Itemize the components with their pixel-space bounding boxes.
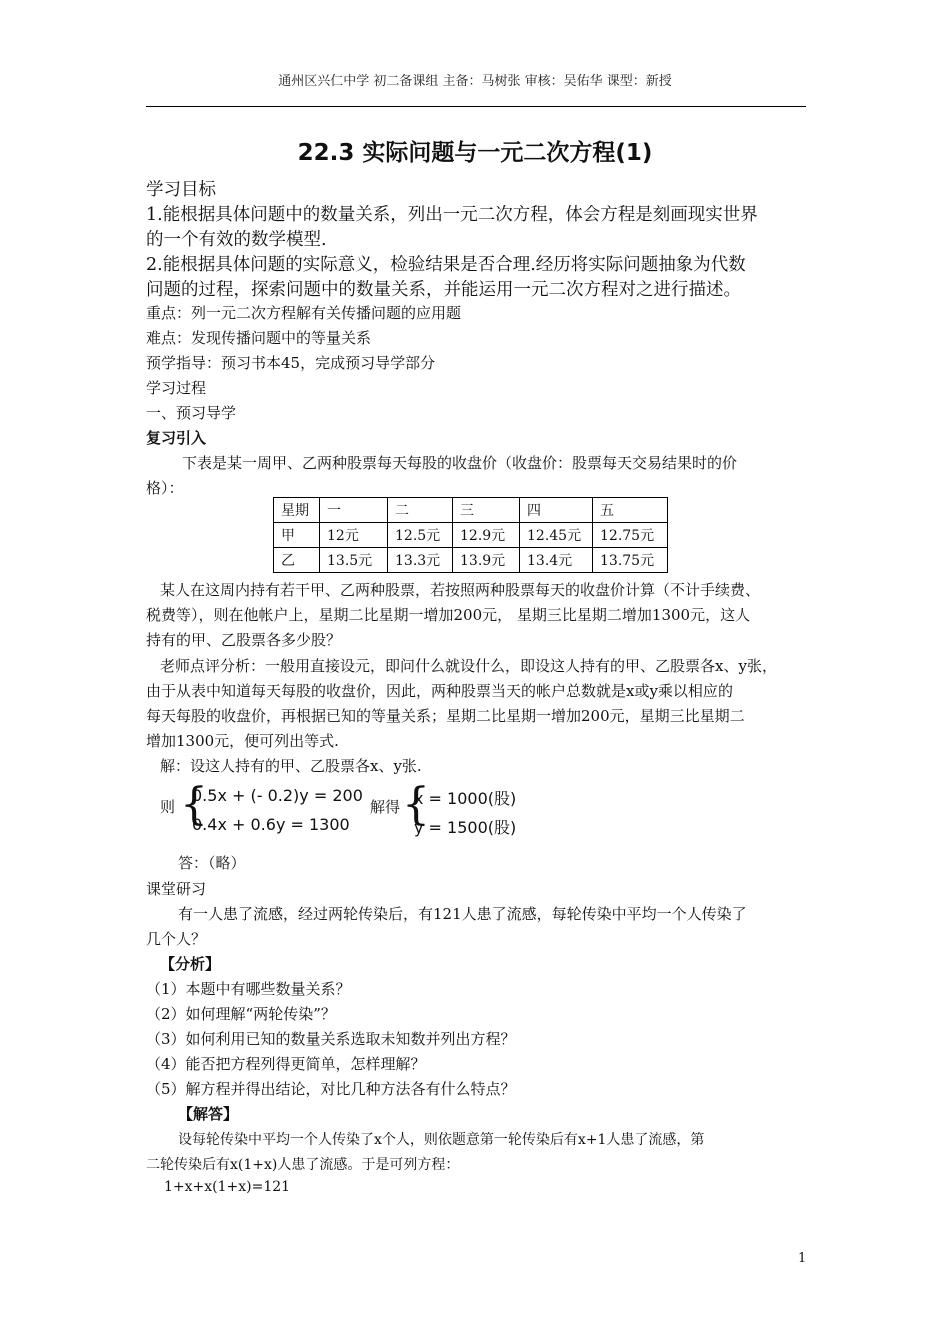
- problem-line-2: 税费等），则在他帐户上，星期二比星期一增加200元， 星期三比星期二增加1300元，这人: [146, 606, 751, 624]
- analysis-line-1: 老师点评分析：一般用直接设元，即问什么就设什么，即设这人持有的甲、乙股票各x、y张，: [160, 657, 777, 675]
- table-cell: 乙: [274, 548, 320, 573]
- table-row: [274, 523, 668, 548]
- process-heading: 学习过程: [146, 379, 207, 397]
- left-brace-icon: {: [402, 779, 430, 830]
- equation-2: 0.4x + 0.6y = 1300: [192, 815, 350, 834]
- table-cell: 13.4元: [520, 548, 593, 573]
- table-cell: 12.45元: [520, 523, 593, 548]
- study-heading: 课堂研习: [146, 880, 207, 898]
- stock-price-table: [273, 497, 668, 573]
- result-y: y = 1500(股): [414, 818, 517, 837]
- table-row: [274, 548, 668, 573]
- table-cell: 12元: [320, 523, 388, 548]
- table-cell: 13.3元: [388, 548, 453, 573]
- review-intro-b: 格）：: [146, 479, 184, 497]
- table-cell: 12.9元: [453, 523, 520, 548]
- solution-answer: 答：（略）: [178, 854, 246, 872]
- difficulty: 难点：发现传播问题中的等量关系: [146, 329, 372, 347]
- study-problem-b: 几个人？: [146, 930, 207, 948]
- left-brace-icon: {: [180, 779, 208, 830]
- preview-guide: 预学指导：预习书本45，完成预习导学部分: [146, 354, 436, 372]
- question-5: （5）解方程并得出结论，对比几种方法各有什么特点？: [146, 1080, 516, 1098]
- result-x: x = 1000(股): [414, 789, 517, 808]
- table-cell: 12.75元: [593, 523, 668, 548]
- objective-2-line-b: 问题的过程，探索问题中的数量关系，并能运用一元二次方程对之进行描述。: [146, 280, 741, 300]
- analysis-line-4: 增加1300元，便可列出等式.: [146, 732, 339, 750]
- section-1-heading: 一、预习导学: [146, 404, 237, 422]
- analysis-line-2: 由于从表中知道每天每股的收盘价，因此，两种股票当天的帐户总数就是x或y乘以相应的: [146, 682, 733, 700]
- review-heading: 复习引入: [146, 429, 207, 447]
- objective-2-line-a: 2.能根据具体问题的实际意义，检验结果是否合理.经历将实际问题抽象为代数: [146, 255, 746, 275]
- question-3: （3）如何利用已知的数量关系选取未知数并列出方程？: [146, 1030, 516, 1048]
- question-4: （4）能否把方程列得更简单，怎样理解？: [146, 1055, 426, 1073]
- key-point: 重点：列一元二次方程解有关传播问题的应用题: [146, 304, 462, 322]
- question-2: （2）如何理解“两轮传染”？: [146, 1005, 336, 1023]
- analysis-heading: 【分析】: [160, 955, 221, 973]
- table-cell: 一: [320, 498, 388, 523]
- page-number: 1: [798, 1251, 807, 1266]
- problem-line-1: 某人在这周内持有若干甲、乙两种股票，若按照两种股票每天的收盘价计算（不计手续费、: [160, 581, 761, 599]
- solution-then: 则: [160, 798, 176, 816]
- objective-1-line-a: 1.能根据具体问题中的数量关系，列出一元二次方程，体会方程是刻画现实世界: [146, 205, 758, 225]
- answer-heading: 【解答】: [178, 1105, 239, 1123]
- analysis-line-3: 每天每股的收盘价，再根据已知的等量关系；星期二比星期一增加200元，星期三比星期二: [146, 707, 745, 725]
- table-cell: 12.5元: [388, 523, 453, 548]
- table-cell: 四: [520, 498, 593, 523]
- equation-1: 0.5x + (- 0.2)y = 200: [192, 786, 363, 805]
- table-row: [274, 498, 668, 523]
- table-cell: 甲: [274, 523, 320, 548]
- objectives-heading: 学习目标: [146, 180, 216, 200]
- table-cell: 13.5元: [320, 548, 388, 573]
- problem-line-3: 持有的甲、乙股票各多少股？: [146, 631, 342, 649]
- table-cell: 二: [388, 498, 453, 523]
- table-cell: 13.75元: [593, 548, 668, 573]
- answer-line-a: 设每轮传染中平均一个人传染了x个人，则依题意第一轮传染后有x+1人患了流感，第: [178, 1132, 705, 1148]
- question-1: （1）本题中有哪些数量关系？: [146, 980, 351, 998]
- table-cell: 13.9元: [453, 548, 520, 573]
- table-cell: 三: [453, 498, 520, 523]
- answer-equation: 1+x+x(1+x)=121: [164, 1179, 291, 1195]
- answer-line-b: 二轮传染后有x(1+x)人患了流感。于是可列方程：: [146, 1157, 460, 1173]
- table-cell: 星期: [274, 498, 320, 523]
- review-intro-a: 下表是某一周甲、乙两种股票每天每股的收盘价（收盘价：股票每天交易结果时的价: [182, 454, 738, 472]
- solution-let: 解：设这人持有的甲、乙股票各x、y张.: [160, 757, 422, 775]
- solution-solve: 解得: [370, 798, 401, 816]
- objective-1-line-b: 的一个有效的数学模型.: [146, 230, 327, 250]
- header-rule: [146, 106, 806, 107]
- page-header: 通州区兴仁中学 初二备课组 主备：马树张 审核：吴佑华 课型：新授: [278, 74, 672, 89]
- table-cell: 五: [593, 498, 668, 523]
- page-title: 22.3 实际问题与一元二次方程(1): [297, 140, 653, 166]
- study-problem-a: 有一人患了流感，经过两轮传染后，有121人患了流感，每轮传染中平均一个人传染了: [178, 905, 747, 923]
